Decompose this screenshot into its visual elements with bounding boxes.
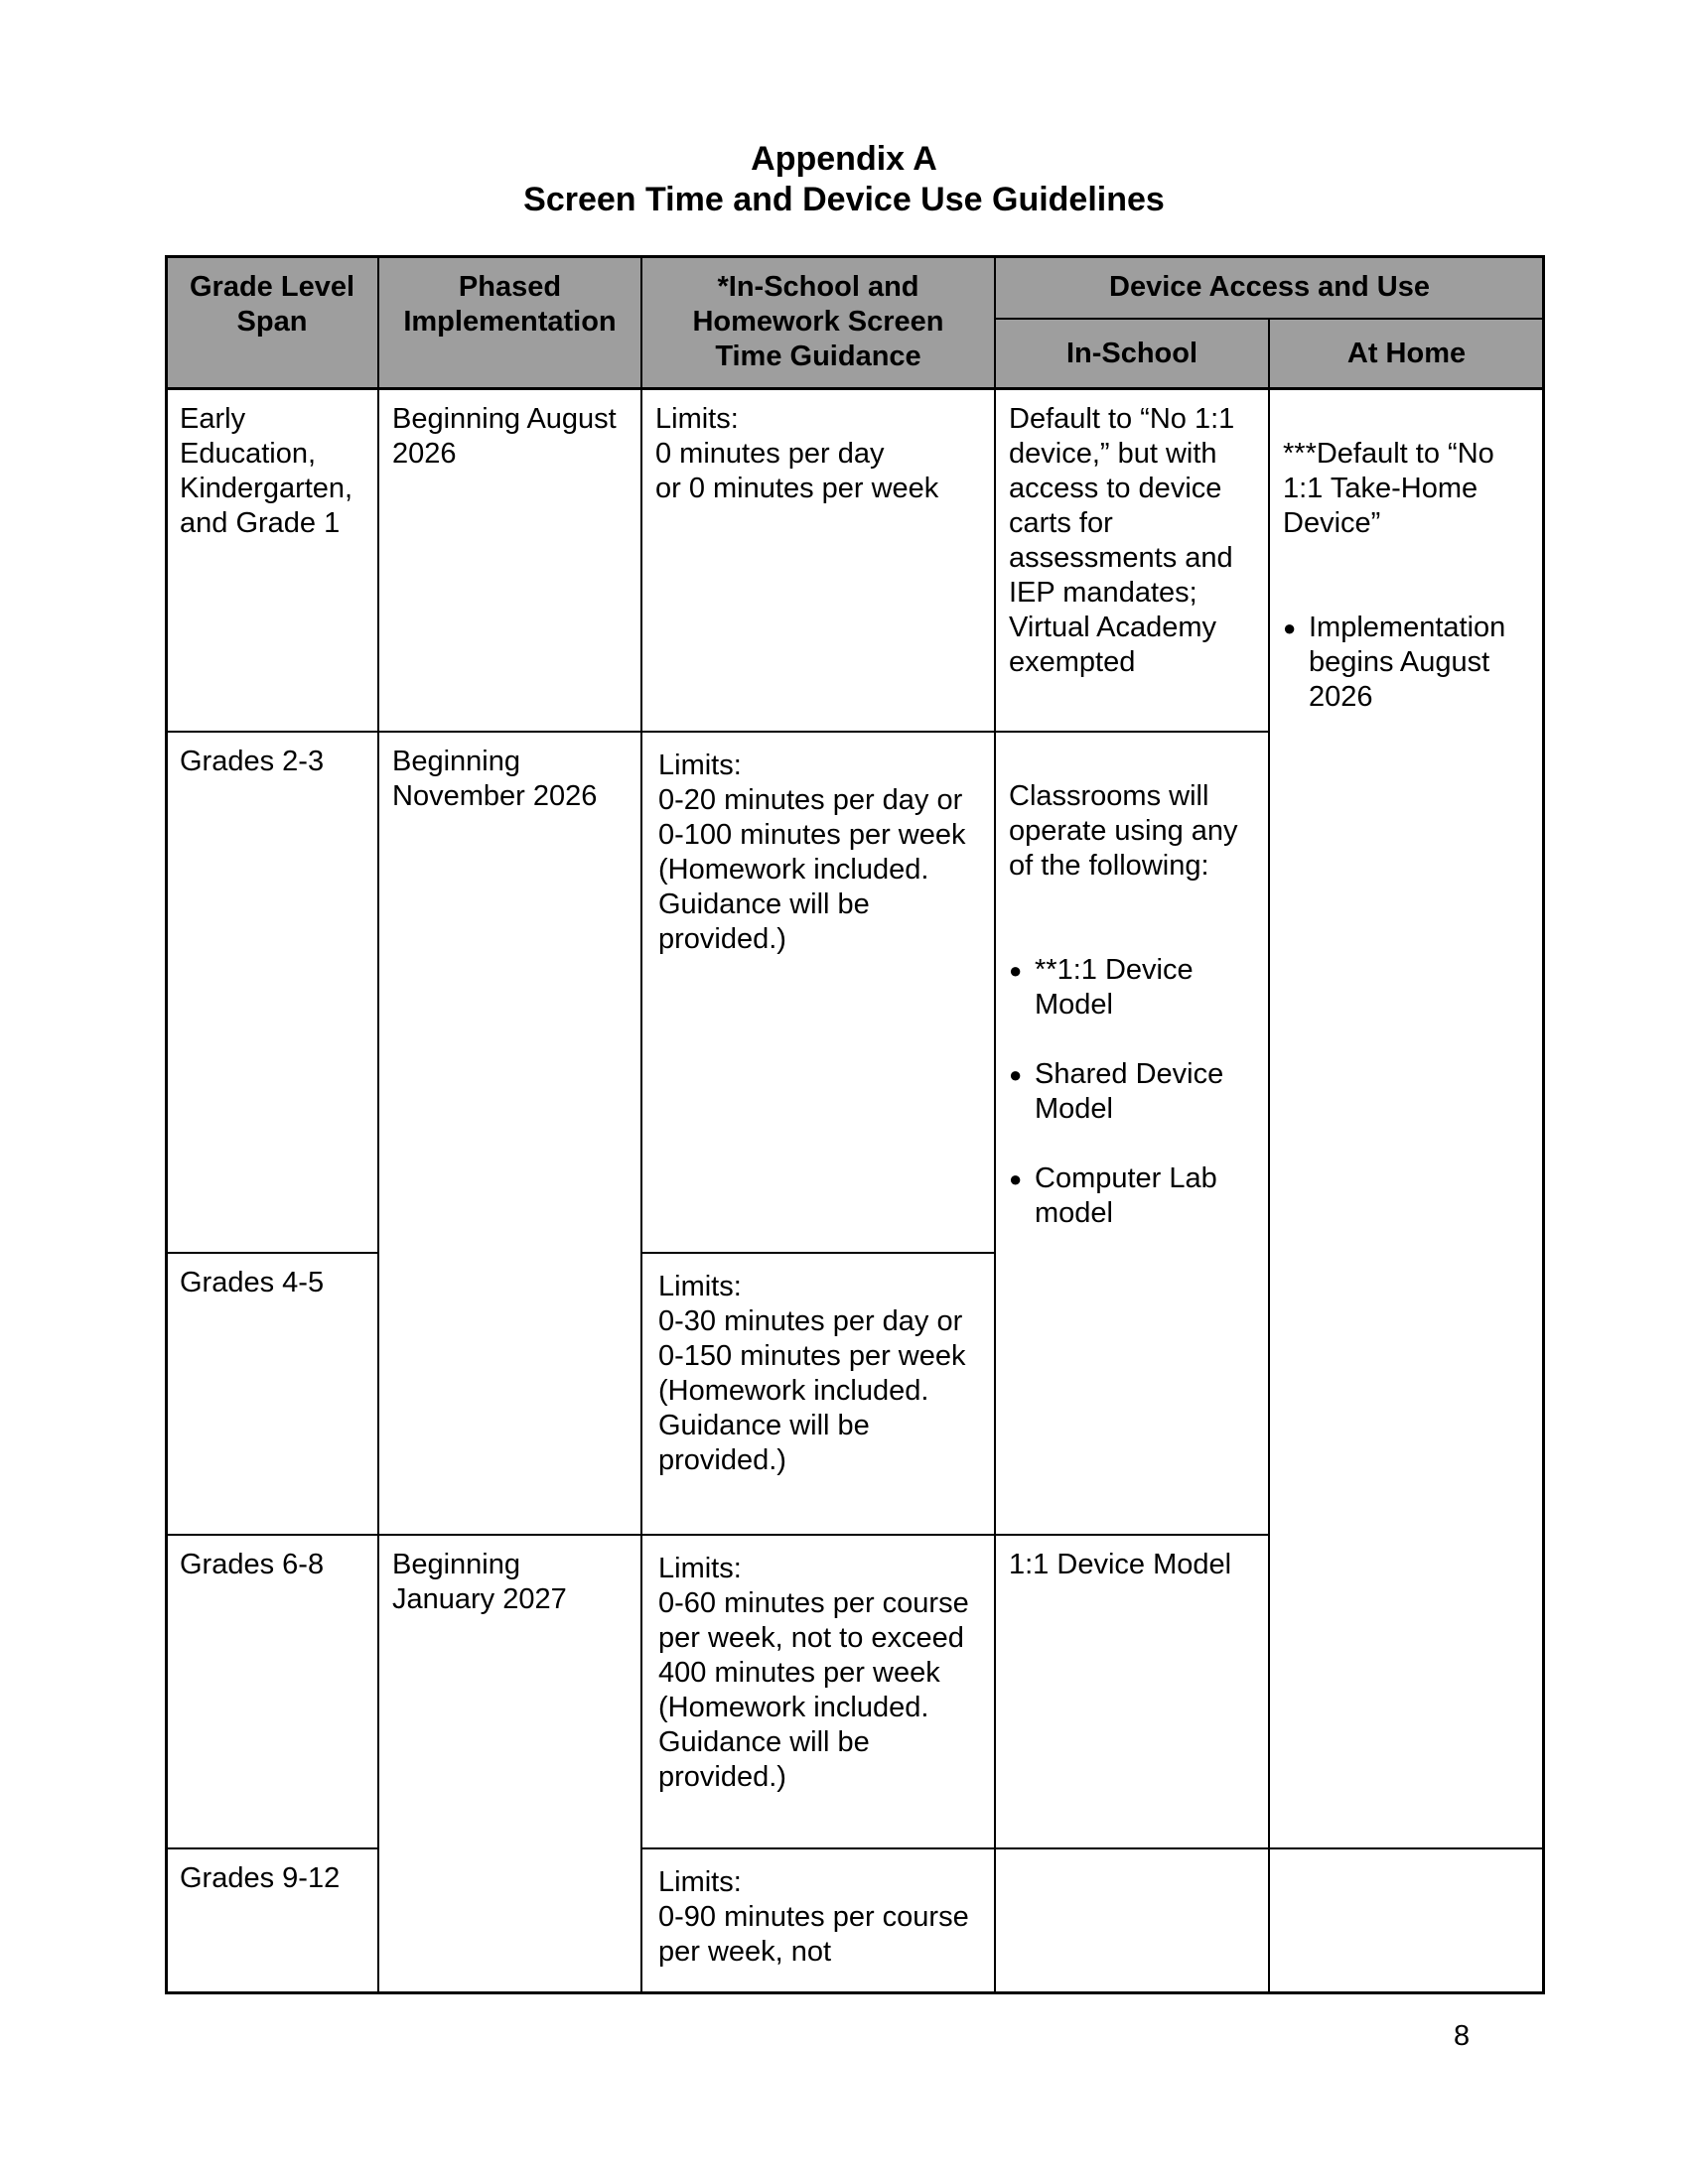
page-number: 8 <box>1454 2020 1471 2052</box>
phase-cell-august-2026: Beginning August 2026 <box>392 403 617 470</box>
header-in-school: In-School <box>995 319 1269 389</box>
table-divider <box>640 255 642 1994</box>
in-school-cell-6-8: 1:1 Device Model <box>1009 1549 1232 1580</box>
table-divider <box>994 318 1545 320</box>
table-border <box>165 255 1545 258</box>
grade-cell-2-3: Grades 2-3 <box>180 746 325 777</box>
list-item: ● Computer Lab model <box>1009 1161 1255 1231</box>
header-grade-level-span: Grade Level Span <box>166 256 378 389</box>
at-home-cell-9-12 <box>1269 1848 1544 1993</box>
grade-cell-6-8: Grades 6-8 <box>180 1549 325 1580</box>
at-home-cell-k-8 <box>1269 389 1544 1848</box>
table-border <box>1542 255 1545 1994</box>
in-school-cell-grades-2-5 <box>995 732 1269 1535</box>
table-divider <box>640 1847 1545 1849</box>
table-divider <box>640 1252 996 1254</box>
table-divider <box>165 1847 379 1849</box>
table-divider <box>165 731 1270 733</box>
table-divider <box>1268 318 1270 1994</box>
header-at-home: At Home <box>1269 319 1544 389</box>
guidance-cell-2-3: Limits: 0-20 minutes per day or 0-100 minutes per week (Homework included. Guidance will be provided.) <box>658 750 966 955</box>
device-model-list <box>1009 918 1255 1266</box>
list-item: ● **1:1 Device Model <box>1009 953 1255 1023</box>
table-divider <box>165 387 1545 390</box>
at-home-implementation-list <box>1283 576 1530 750</box>
table-divider <box>377 255 379 1994</box>
list-item: ● Implementation begins August 2026 <box>1283 611 1530 715</box>
header-device-access-and-use: Device Access and Use <box>995 256 1544 319</box>
in-school-cell-9-12 <box>995 1848 1269 1993</box>
guidance-cell-early-k-1: Limits: 0 minutes per day or 0 minutes per week <box>655 403 939 504</box>
guidance-cell-4-5: Limits: 0-30 minutes per day or 0-150 minutes per week (Homework included. Guidance will be provided.) <box>658 1271 966 1476</box>
header-screen-time-guidance: *In-School and Homework Screen Time Guidance <box>641 256 995 389</box>
at-home-default-text: ***Default to “No 1:1 Take-Home Device” <box>1283 438 1494 539</box>
document-title: Screen Time and Device Use Guidelines <box>523 181 1165 218</box>
table-divider <box>994 255 996 1994</box>
list-item: ● Shared Device Model <box>1009 1057 1255 1127</box>
phase-cell-november-2026: Beginning November 2026 <box>392 746 598 812</box>
table-border <box>165 255 168 1994</box>
grade-cell-early-k-1: Early Education, Kindergarten, and Grade 1 <box>180 403 353 539</box>
guidance-cell-9-12: Limits: 0-90 minutes per course per week, not <box>658 1866 969 1968</box>
grade-cell-4-5: Grades 4-5 <box>180 1267 325 1298</box>
in-school-cell-early-k-1: Default to “No 1:1 device,” but with access to device carts for assessments and IEP mandates; Virtual Academy exempted <box>1009 403 1235 678</box>
header-phased-implementation: Phased Implementation <box>378 256 641 389</box>
in-school-models-intro: Classrooms will operate using any of the following: <box>1009 780 1238 882</box>
guidance-cell-6-8: Limits: 0-60 minutes per course per week, not to exceed 400 minutes per week (Homework included. Guidance will be provided.) <box>658 1553 969 1793</box>
table-border <box>165 1991 1545 1994</box>
grade-cell-9-12: Grades 9-12 <box>180 1862 341 1894</box>
phase-cell-january-2027: Beginning January 2027 <box>392 1549 567 1615</box>
appendix-title: Appendix A <box>751 140 937 178</box>
table-divider <box>165 1252 379 1254</box>
table-divider <box>165 1534 1270 1536</box>
